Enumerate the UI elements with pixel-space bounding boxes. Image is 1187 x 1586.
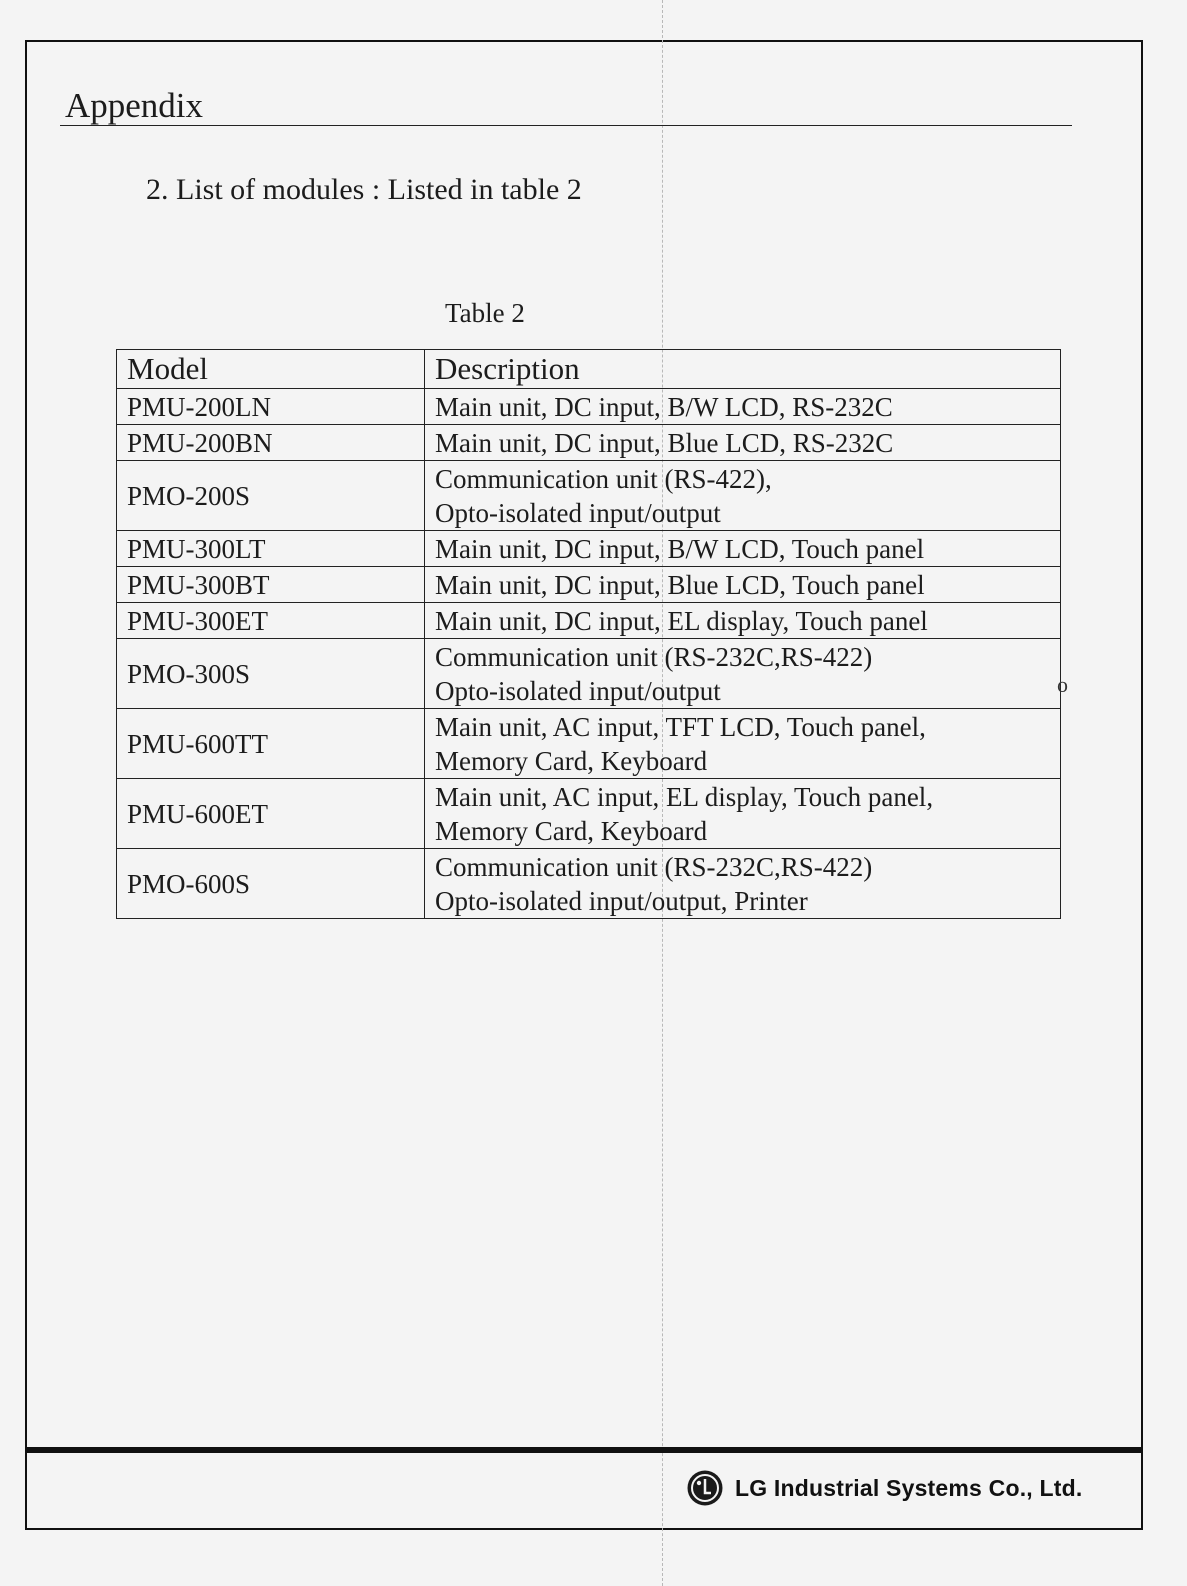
model-cell: PMO-600S bbox=[117, 849, 425, 919]
table-row bbox=[117, 567, 1061, 603]
model-cell: PMU-200BN bbox=[117, 425, 425, 461]
table-caption: Table 2 bbox=[445, 298, 525, 328]
table-row bbox=[117, 531, 1061, 567]
footer-rule bbox=[27, 1447, 1141, 1453]
footer-brand bbox=[686, 1469, 1082, 1507]
description-cell: Communication unit (RS-232C,RS-422) Opto-isolated input/output, Printer bbox=[425, 849, 1061, 919]
intro-text: 2. List of modules : Listed in table 2 bbox=[146, 173, 582, 206]
table-row bbox=[117, 849, 1061, 919]
model-cell: PMU-300BT bbox=[117, 567, 425, 603]
description-cell: Main unit, AC input, TFT LCD, Touch panel, Memory Card, Keyboard bbox=[425, 709, 1061, 779]
model-cell: PMO-200S bbox=[117, 461, 425, 531]
description-cell: Main unit, DC input, Blue LCD, RS-232C bbox=[425, 425, 1061, 461]
header-description: Description bbox=[425, 350, 1061, 389]
model-cell: PMU-300ET bbox=[117, 603, 425, 639]
model-cell: PMU-600TT bbox=[117, 709, 425, 779]
company-name: LG Industrial Systems Co., Ltd. bbox=[735, 1474, 1083, 1501]
table-row bbox=[117, 709, 1061, 779]
heading-rule bbox=[60, 125, 1072, 126]
table-row bbox=[117, 425, 1061, 461]
model-cell: PMU-600ET bbox=[117, 779, 425, 849]
model-cell: PMO-300S bbox=[117, 639, 425, 709]
section-heading: Appendix bbox=[65, 86, 204, 125]
lg-logo-icon bbox=[686, 1469, 724, 1507]
stray-mark: o bbox=[1057, 672, 1068, 697]
table-row bbox=[117, 779, 1061, 849]
description-cell: Main unit, DC input, EL display, Touch panel bbox=[425, 603, 1061, 639]
table-row bbox=[117, 461, 1061, 531]
header-model: Model bbox=[117, 350, 425, 389]
table-row bbox=[117, 389, 1061, 425]
model-cell: PMU-300LT bbox=[117, 531, 425, 567]
description-cell: Main unit, DC input, B/W LCD, Touch panel bbox=[425, 531, 1061, 567]
modules-table bbox=[116, 349, 1061, 919]
description-cell: Communication unit (RS-422), Opto-isolated input/output bbox=[425, 461, 1061, 531]
model-cell: PMU-200LN bbox=[117, 389, 425, 425]
table-header-row bbox=[117, 350, 1061, 389]
table-row bbox=[117, 603, 1061, 639]
description-cell: Communication unit (RS-232C,RS-422) Opto-isolated input/output bbox=[425, 639, 1061, 709]
table-row bbox=[117, 639, 1061, 709]
description-cell: Main unit, DC input, Blue LCD, Touch panel bbox=[425, 567, 1061, 603]
description-cell: Main unit, AC input, EL display, Touch panel, Memory Card, Keyboard bbox=[425, 779, 1061, 849]
description-cell: Main unit, DC input, B/W LCD, RS-232C bbox=[425, 389, 1061, 425]
